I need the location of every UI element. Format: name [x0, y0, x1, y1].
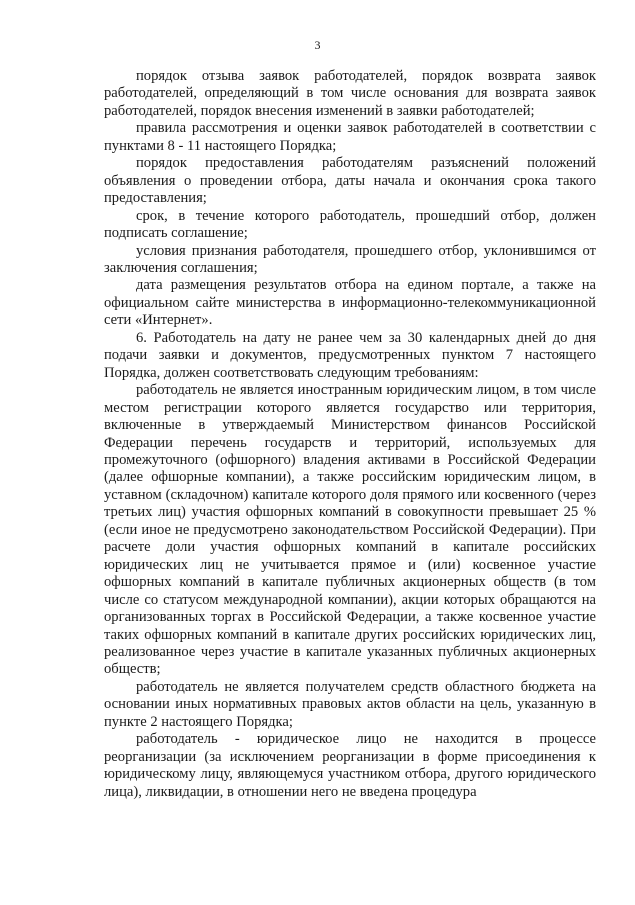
paragraph-reorganization: работодатель - юридическое лицо не находится в процессе реорганизации (за исключением реорганизации в форме присоединения к юридическому лицу, являющемуся участником отбора, другого юридического лица), ликвидации, в отношении него не введена процедура — [104, 731, 596, 800]
paragraph-bid-withdrawal: порядок отзыва заявок работодателей, порядок возврата заявок работодателей, определяющий в том числе основания для возврата заявок работодателей, порядок внесения изменений в заявки работодателей; — [104, 68, 596, 119]
page-number: 3 — [314, 38, 321, 52]
paragraph-budget-recipient: работодатель не является получателем средств областного бюджета на основании иных нормативных правовых актов области на цель, указанную в пункте 2 настоящего Порядка; — [104, 678, 596, 730]
paragraph-clarifications: порядок предоставления работодателям разъяснений положений объявления о проведении отбора, даты начала и окончания срока такого предоставления; — [104, 155, 596, 207]
paragraph-results-publication: дата размещения результатов отбора на едином портале, а также на официальном сайте министерства в информационно-телекоммуникационной сети «Интернет». — [104, 277, 596, 329]
paragraph-signing-deadline: срок, в течение которого работодатель, прошедший отбор, должен подписать соглашение; — [104, 207, 596, 242]
paragraph-point-6: 6. Работодатель на дату не ранее чем за 30 календарных дней до дня подачи заявки и документов, предусмотренных пунктом 7 настоящего Порядка, должен соответствовать следующим требованиям: — [104, 329, 596, 381]
paragraph-evaluation-rules: правила рассмотрения и оценки заявок работодателей в соответствии с пунктами 8 - 11 настоящего Порядка; — [104, 120, 596, 154]
paragraph-offshore-requirement: работодатель не является иностранным юридическим лицом, в том числе местом регистрации которого является государство или территория, включенные в утверждаемый Министерством финансов Российской Федерации перечень государств и территорий, используемых для промежуточного (офшорного) владения активами в Российской Федерации (далее офшорные компании), а также российским юридическим лицом, в уставном (складочном) капитале которого доля прямого или косвенного (через третьих лиц) участия офшорных компаний в совокупности превышает 25 % (если иное не предусмотрено законодательством Российской Федерации). При расчете доли участия офшорных компаний в капитале российских юридических лиц не учитывается прямое и (или) косвенное участие офшорных компаний в капитале публичных акционерных обществ (в том числе со статусом международной компании), акции которых обращаются на организованных торгах в Российской Федерации, а также косвенное участие таких офшорных компаний в капитале других российских юридических лиц, реализованное через участие в капитале указанных публичных акционерных обществ; — [104, 382, 596, 678]
document-body — [104, 68, 596, 801]
paragraph-evasion-conditions: условия признания работодателя, прошедшего отбор, уклонившимся от заключения соглашения; — [104, 242, 596, 276]
